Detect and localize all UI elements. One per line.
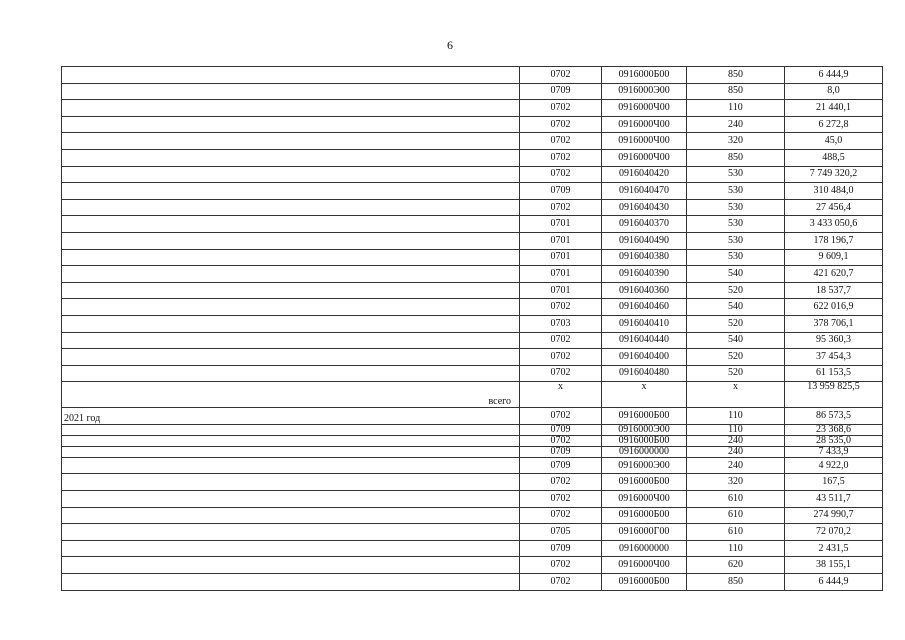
target-article-cell: 0916000Б00	[602, 408, 687, 425]
amount-cell: 9 609,1	[785, 249, 883, 266]
target-article-cell: 0916000Б00	[602, 507, 687, 524]
description-cell	[62, 116, 520, 133]
description-cell	[62, 100, 520, 117]
amount-cell: 61 153,5	[785, 365, 883, 382]
description-cell	[62, 349, 520, 366]
table-row	[62, 266, 883, 283]
target-article-cell: 0916040460	[602, 299, 687, 316]
expense-type-cell: 520	[687, 349, 785, 366]
amount-cell: 13 959 825,5	[785, 382, 883, 408]
expense-type-cell: 240	[687, 446, 785, 457]
expense-type-cell: 240	[687, 435, 785, 446]
expense-type-cell: 530	[687, 232, 785, 249]
section-code-cell: 0702	[520, 67, 602, 84]
table-row	[62, 249, 883, 266]
expense-type-cell: 850	[687, 83, 785, 100]
target-article-cell: 0916040410	[602, 315, 687, 332]
amount-cell: 622 016,9	[785, 299, 883, 316]
target-article-cell: 0916000Б00	[602, 67, 687, 84]
section-code-cell: 0703	[520, 315, 602, 332]
description-cell	[62, 540, 520, 557]
expense-type-cell: 530	[687, 249, 785, 266]
expense-type-cell: 240	[687, 116, 785, 133]
target-article-cell: 0916040360	[602, 282, 687, 299]
expense-type-cell: 610	[687, 507, 785, 524]
section-code-cell: 0702	[520, 574, 602, 591]
section-code-cell: 0701	[520, 216, 602, 233]
amount-cell: 23 368,6	[785, 424, 883, 435]
table-row	[62, 524, 883, 541]
section-code-cell: 0701	[520, 282, 602, 299]
description-cell	[62, 266, 520, 283]
expense-type-cell: 530	[687, 199, 785, 216]
table-row	[62, 100, 883, 117]
amount-cell: 3 433 050,6	[785, 216, 883, 233]
section-code-cell: 0702	[520, 507, 602, 524]
expense-type-cell: 850	[687, 67, 785, 84]
amount-cell: 72 070,2	[785, 524, 883, 541]
description-cell	[62, 424, 520, 435]
amount-cell: 6 272,8	[785, 116, 883, 133]
section-code-cell: 0702	[520, 149, 602, 166]
amount-cell: 38 155,1	[785, 557, 883, 574]
expense-type-cell: 610	[687, 524, 785, 541]
amount-cell: 28 535,0	[785, 435, 883, 446]
target-article-cell: 0916040470	[602, 183, 687, 200]
expense-type-cell: 320	[687, 474, 785, 491]
table-row	[62, 116, 883, 133]
table-row	[62, 183, 883, 200]
target-article-cell: 0916000Ч00	[602, 133, 687, 150]
amount-cell: 21 440,1	[785, 100, 883, 117]
description-cell	[62, 332, 520, 349]
amount-cell: 8,0	[785, 83, 883, 100]
amount-cell: 6 444,9	[785, 67, 883, 84]
description-cell	[62, 446, 520, 457]
table-row	[62, 349, 883, 366]
amount-cell: 378 706,1	[785, 315, 883, 332]
total-row	[62, 382, 883, 408]
description-cell	[62, 315, 520, 332]
section-code-cell: 0702	[520, 299, 602, 316]
expense-type-cell: 110	[687, 540, 785, 557]
target-article-cell: 0916040390	[602, 266, 687, 283]
table-row	[62, 149, 883, 166]
amount-cell: 310 484,0	[785, 183, 883, 200]
section-code-cell: 0709	[520, 183, 602, 200]
expense-type-cell: 530	[687, 183, 785, 200]
target-article-cell: 0916040430	[602, 199, 687, 216]
table-row	[62, 199, 883, 216]
description-cell	[62, 199, 520, 216]
amount-cell: 421 620,7	[785, 266, 883, 283]
description-cell	[62, 491, 520, 508]
target-article-cell: 0916000Ч00	[602, 100, 687, 117]
table-row	[62, 166, 883, 183]
description-cell	[62, 474, 520, 491]
section-code-cell: 0709	[520, 457, 602, 474]
expense-type-cell: 520	[687, 315, 785, 332]
description-cell	[62, 216, 520, 233]
expense-type-cell: 520	[687, 282, 785, 299]
table-row	[62, 133, 883, 150]
target-article-cell: 0916000Ч00	[602, 116, 687, 133]
section-code-cell: 0702	[520, 491, 602, 508]
amount-cell: 178 196,7	[785, 232, 883, 249]
table-row	[62, 424, 883, 435]
description-cell	[62, 67, 520, 84]
section-code-cell: 0709	[520, 446, 602, 457]
target-article-cell: 0916000Э00	[602, 457, 687, 474]
target-article-cell: 0916000Г00	[602, 524, 687, 541]
target-article-cell: 0916000000	[602, 446, 687, 457]
description-cell	[62, 507, 520, 524]
amount-cell: 45,0	[785, 133, 883, 150]
table-row	[62, 507, 883, 524]
description-cell	[62, 435, 520, 446]
description-cell: 2021 год	[62, 408, 520, 425]
amount-cell: 488,5	[785, 149, 883, 166]
amount-cell: 37 454,3	[785, 349, 883, 366]
target-article-cell: 0916040370	[602, 216, 687, 233]
budget-table-body	[62, 67, 883, 591]
expense-type-cell: 540	[687, 299, 785, 316]
section-code-cell: х	[520, 382, 602, 408]
amount-cell: 274 990,7	[785, 507, 883, 524]
page-number: 6	[447, 38, 453, 52]
target-article-cell: 0916040480	[602, 365, 687, 382]
expense-type-cell: 850	[687, 149, 785, 166]
section-code-cell: 0702	[520, 116, 602, 133]
section-code-cell: 0702	[520, 349, 602, 366]
expense-type-cell: 610	[687, 491, 785, 508]
amount-cell: 86 573,5	[785, 408, 883, 425]
expense-type-cell: 850	[687, 574, 785, 591]
amount-cell: 4 922,0	[785, 457, 883, 474]
section-code-cell: 0702	[520, 474, 602, 491]
section-code-cell: 0701	[520, 249, 602, 266]
target-article-cell: 0916040400	[602, 349, 687, 366]
budget-table	[61, 66, 883, 591]
table-row	[62, 435, 883, 446]
table-row	[62, 232, 883, 249]
description-cell: всего	[62, 382, 520, 408]
amount-cell: 2 431,5	[785, 540, 883, 557]
target-article-cell: 0916000Э00	[602, 83, 687, 100]
amount-cell: 18 537,7	[785, 282, 883, 299]
table-row	[62, 315, 883, 332]
expense-type-cell: 620	[687, 557, 785, 574]
description-cell	[62, 457, 520, 474]
table-row	[62, 474, 883, 491]
target-article-cell: 0916040440	[602, 332, 687, 349]
description-cell	[62, 557, 520, 574]
table-row	[62, 282, 883, 299]
expense-type-cell: 530	[687, 216, 785, 233]
description-cell	[62, 299, 520, 316]
amount-cell: 6 444,9	[785, 574, 883, 591]
year-start-row	[62, 408, 883, 425]
section-code-cell: 0702	[520, 435, 602, 446]
table-row	[62, 457, 883, 474]
target-article-cell: 0916000Ч00	[602, 149, 687, 166]
target-article-cell: 0916000Б00	[602, 574, 687, 591]
section-code-cell: 0709	[520, 424, 602, 435]
section-code-cell: 0702	[520, 166, 602, 183]
target-article-cell: 0916040380	[602, 249, 687, 266]
target-article-cell: 0916040420	[602, 166, 687, 183]
section-code-cell: 0702	[520, 133, 602, 150]
amount-cell: 95 360,3	[785, 332, 883, 349]
target-article-cell: 0916040490	[602, 232, 687, 249]
description-cell	[62, 524, 520, 541]
description-cell	[62, 149, 520, 166]
table-row	[62, 365, 883, 382]
section-code-cell: 0701	[520, 232, 602, 249]
expense-type-cell: 110	[687, 100, 785, 117]
table-row	[62, 540, 883, 557]
description-cell	[62, 83, 520, 100]
section-code-cell: 0702	[520, 332, 602, 349]
description-cell	[62, 249, 520, 266]
table-row	[62, 216, 883, 233]
expense-type-cell: 530	[687, 166, 785, 183]
description-cell	[62, 574, 520, 591]
target-article-cell: 0916000Б00	[602, 474, 687, 491]
expense-type-cell: 540	[687, 332, 785, 349]
expense-type-cell: 240	[687, 457, 785, 474]
description-cell	[62, 166, 520, 183]
expense-type-cell: 110	[687, 408, 785, 425]
expense-type-cell: 540	[687, 266, 785, 283]
description-cell	[62, 133, 520, 150]
section-code-cell: 0702	[520, 199, 602, 216]
target-article-cell: х	[602, 382, 687, 408]
description-cell	[62, 365, 520, 382]
expense-type-cell: х	[687, 382, 785, 408]
table-row	[62, 83, 883, 100]
target-article-cell: 0916000Э00	[602, 424, 687, 435]
section-code-cell: 0709	[520, 83, 602, 100]
section-code-cell: 0701	[520, 266, 602, 283]
amount-cell: 7 433,9	[785, 446, 883, 457]
expense-type-cell: 520	[687, 365, 785, 382]
expense-type-cell: 320	[687, 133, 785, 150]
description-cell	[62, 183, 520, 200]
section-code-cell: 0702	[520, 408, 602, 425]
section-code-cell: 0702	[520, 100, 602, 117]
expense-type-cell: 110	[687, 424, 785, 435]
table-row	[62, 67, 883, 84]
table-row	[62, 332, 883, 349]
section-code-cell: 0702	[520, 365, 602, 382]
section-code-cell: 0702	[520, 557, 602, 574]
description-cell	[62, 232, 520, 249]
target-article-cell: 0916000Б00	[602, 435, 687, 446]
amount-cell: 167,5	[785, 474, 883, 491]
section-code-cell: 0705	[520, 524, 602, 541]
table-row	[62, 557, 883, 574]
target-article-cell: 0916000Ч00	[602, 491, 687, 508]
amount-cell: 43 511,7	[785, 491, 883, 508]
description-cell	[62, 282, 520, 299]
target-article-cell: 0916000Ч00	[602, 557, 687, 574]
section-code-cell: 0709	[520, 540, 602, 557]
target-article-cell: 0916000000	[602, 540, 687, 557]
table-row	[62, 574, 883, 591]
amount-cell: 7 749 320,2	[785, 166, 883, 183]
table-row	[62, 446, 883, 457]
amount-cell: 27 456,4	[785, 199, 883, 216]
table-row	[62, 299, 883, 316]
table-row	[62, 491, 883, 508]
